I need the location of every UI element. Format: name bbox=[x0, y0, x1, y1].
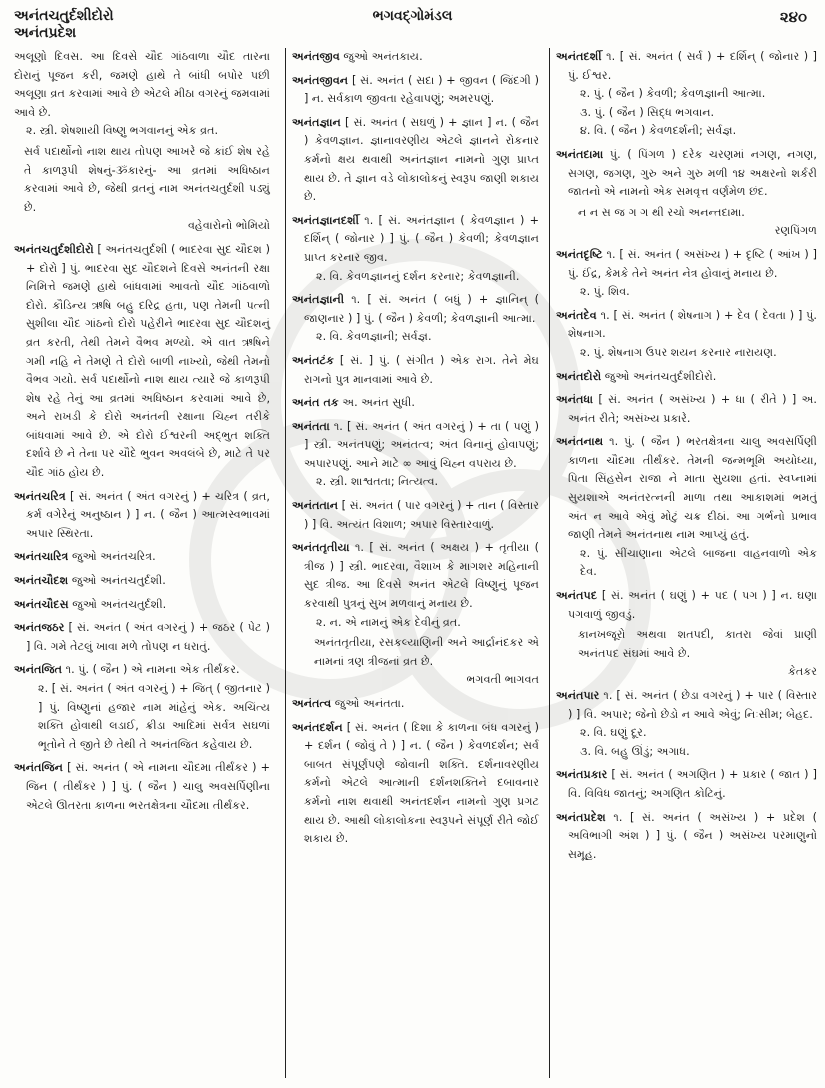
citation-quote: કાનખજૂરો અથવા શતપદી, કાતરા જેવાં પ્રાણી અનંતપદ સંઘમાં આવે છે. bbox=[578, 628, 817, 660]
sense-definition: ૨. ન. એ નામનું એક દેવીનું વ્રત. bbox=[316, 615, 461, 629]
dictionary-entry bbox=[14, 619, 270, 656]
definition-text: જુઓ અનંતકાય. bbox=[343, 50, 423, 63]
dictionary-title: ભગવદ્ગોમંડલ bbox=[372, 8, 453, 24]
definition-text: ૧. પું. ( જૈન ) ભરતક્ષેત્રના ચાલુ અવસર્પિણી કાળના ચૌદમા તીર્થંકર. તેમની જન્મભૂમિ અયોધ્યા, પિતા સિંહસેન રાજા ને માતા સુયશા હતાં. સ્વપ્નામાં સુયશાએ અનંતરત્નની માળા તથા આકાશમાં ભમતું અંત ન આવે એવું મોટું ચક્ર દીઠાં. આ ગર્ભનો પ્રભાવ જાણી તેમને અનંતનાથ નામ આપ્યું હતું. bbox=[568, 435, 817, 542]
column-2 bbox=[285, 48, 543, 1078]
dictionary-entry bbox=[14, 548, 270, 567]
sense-definition: ૨. સ્ત્રી. શાશ્વતતા; નિત્યત્વ. bbox=[316, 475, 439, 489]
headword: અનંતપદ bbox=[556, 589, 598, 603]
first-headword: અનંતચતુર્દશીદોરો bbox=[14, 8, 114, 24]
dictionary-entry bbox=[14, 488, 270, 544]
definition-text: [ સં. અનંત ( સદા ) + જીવન ( જિંદગી ) ] ન. સર્વકાળ જીવતા રહેવાપણું; અમરપણું. bbox=[304, 73, 540, 106]
dictionary-entry bbox=[556, 48, 817, 141]
headword: અનંતદામા bbox=[556, 147, 604, 161]
definition-text: [ સં. અનંત ( ઘણું ) + પદ ( પગ ) ] ન. ઘણા પગવાળું જીવડું. bbox=[568, 589, 817, 621]
sense-definition: ૨. [ સં. અનંત ( અંત વગરનું ) + જિત્ ( જીતનાર ) ] પું. વિષ્ણુનાં હજાર નામ માંહેનું એક. અચિંત્ય શક્તિ હોવાથી લડાઈ, ક્રીડા આદિમાં સર્વત્ર સઘળાં ભૂતોને તે જીતે છે તેથી તે અનંતજિત કહેવાય છે. bbox=[38, 682, 270, 751]
headword: અનંતજ્ઞાનદર્શી bbox=[292, 213, 359, 227]
page-number: ૨૪૦ bbox=[779, 8, 807, 26]
definition-text: [ અનંતચતુર્દશી ( ભાદરવા સુદ ચૌદશ ) + દોરો ] પું. ભાદરવા સુદ ચૌદશને દિવસે અનંતની રક્ષા નિમિત્તે જમણે હાથે બાંધવામાં આવતો ચૌદ ગાંઠવાળો દોરો. કૌડિન્ય ઋષિ બહુ દરિદ્ર હતા, પણ તેમની પત્ની સુશીલા ચૌદ ગાંઠનો દોરો પહેરીને ભાદરવા સુદ ચૌદશનું વ્રત કરતી, તેથી તેમને વૈભવ મળ્યો. એ વાત ઋષિને ગમી નહિ ને તેમણે તે દોરો બાળી નાખ્યો, જેથી તેમનો વૈભવ ગયો. સર્વ પદાર્થોનો નાશ થાય ત્યારે જે કાળરૂપી શેષ રહે તેનું આ વ્રતમાં અધિષ્ઠાન કરવામાં આવે છે, અને રાખડી કે દોરો અનંતની રક્ષાના ચિહ્ન તરીકે બાંધવામાં આવે છે. એ દોરો ઈશ્વરની અદ્ભુત શક્તિ દર્શાવે છે ને તેના પર ચૌદે ભુવન અવલંબે છે, માટે તે પર ચૌદ ગાંઠ હોય છે. bbox=[26, 242, 270, 480]
headword: અનંતદોરો bbox=[556, 369, 602, 383]
dictionary-entry bbox=[556, 433, 817, 582]
dictionary-entry bbox=[292, 291, 539, 347]
dictionary-entry bbox=[292, 114, 539, 207]
headword: અનંતટંક bbox=[292, 353, 334, 367]
dictionary-entry bbox=[292, 72, 539, 109]
definition-text: પું. ( પિંગળ ) દરેક ચરણમાં નગણ, નગણ, સગણ, જગણ, ગુરુ અને ગુરુ મળી ૧૪ અક્ષરનો શર્કરી જાતનો એ નામનો એક સમવૃત્ત વર્ણમેળ છંદ. bbox=[568, 147, 817, 199]
headword: અનંતજિન bbox=[14, 761, 64, 775]
citation-source: રણપિંગળ bbox=[774, 224, 817, 238]
dictionary-entry bbox=[292, 418, 539, 492]
dictionary-entry bbox=[292, 48, 539, 67]
dictionary-entry bbox=[14, 661, 270, 754]
definition-text: ૧. [ સં. અનંતજ્ઞાન ( કેવળજ્ઞાન ) + દર્શિન્ ( જોનાર ) ] પું. ( જૈન ) કેવળી; કેવળજ્ઞાન પ્રાપ્ત કરનાર જીવ. bbox=[304, 213, 540, 264]
headword: અનંતતા bbox=[292, 419, 330, 433]
headword: અનંતચારિત્ર bbox=[14, 550, 69, 564]
definition-text: ૧. પું. ( જૈન ) એ નામના એક તીર્થંકર. bbox=[65, 663, 240, 677]
definition-text: [ સં. અનંત ( અંત વગરનું ) + જઠર ( પેટ ) ] વિ. ગમે તેટલું ખાવા મળે તોપણ ન ધરાતું. bbox=[26, 621, 270, 653]
sense-definition: ૨. પું. શેષનાગ ઉપર શયન કરનાર નારાયણ. bbox=[580, 345, 777, 359]
dictionary-entry bbox=[292, 539, 539, 690]
citation-source: કેતકર bbox=[788, 665, 817, 679]
dictionary-entry bbox=[292, 497, 539, 534]
headword: અનંતપ્રકાર bbox=[556, 768, 608, 782]
headword: અનંતચતુર્દશીદોરો bbox=[14, 242, 94, 256]
dictionary-entry bbox=[14, 241, 270, 483]
definition-text: [ સં. ] પું. ( સંગીત ) એક રાગ. તેને મેઘ રાગનો પુત્ર માનવામાં આવે છે. bbox=[304, 353, 539, 386]
last-headword: અનંતપ્રદેશ bbox=[14, 25, 77, 41]
definition-text: [ સં. અનંત ( અગણિત ) + પ્રકાર ( જાત ) ] વિ. વિવિધ જાતનું; અગણિત કોટિનું. bbox=[568, 768, 817, 800]
definition-text: જુઓ અનંતતા. bbox=[334, 697, 405, 710]
dictionary-entry bbox=[556, 687, 817, 761]
dictionary-entry bbox=[292, 394, 539, 413]
dictionary-entry bbox=[556, 766, 817, 803]
dictionary-columns bbox=[0, 48, 825, 1088]
sense-definition: ૨. સ્ત્રી. શેષશાયી વિષ્ણુ ભગવાનનું એક વ્રત. bbox=[26, 124, 219, 138]
definition-text: [ સં. અનંત ( દિશા કે કાળના બંધ વગરનું ) + દર્શન ( જોવું તે ) ] ન. ( જૈન ) કેવળદર્શન; સર્વ બાબત સંપૂર્ણપણે જોવાની શક્તિ. દર્શનાવરણીય કર્મનો એટલે આત્માની દર્શનશક્તિને દબાવનાર કર્મનો નાશ થવાથી અનંતદર્શન નામનો ગુણ પ્રગટ થાય છે. આથી લોકાલોકના સ્વરૂપને સંપૂર્ણ રીતે જોઈ શકાય છે. bbox=[304, 720, 539, 846]
definition-text: ૧. [ સં. અનંત ( અંત વગરનું ) + તા ( પણું ) ] સ્ત્રી. અનંતપણું; અનંતત્વ; અંત વિનાનું હોવાપણું; અપારપણું. આને માટે ∞ આવું ચિહ્ન વપરાય છે. bbox=[304, 419, 539, 470]
dictionary-entry bbox=[292, 719, 539, 849]
column-1 bbox=[14, 48, 276, 1078]
citation-quote: ન ન સ જ ગ ગ થી રચો અનન્તદામા. bbox=[578, 205, 745, 219]
headword: અનંતચૌદશ bbox=[14, 574, 69, 588]
headword: અનંતચરિત્ર bbox=[14, 489, 66, 503]
definition-text: [ સં. અનંત ( અસંખ્ય ) + ધા ( રીતે ) ] અ. અનંત રીતે; અસંખ્ય પ્રકારે. bbox=[568, 393, 817, 425]
definition-text: [ સં. અનંત ( એ નામના ચૌદમા તીર્થંકર ) + જિન ( તીર્થંકર ) ] પું. ( જૈન ) ચાલુ અવસર્પિણીના એટલે ઊતરતા કાળના ભરતક્ષેત્રના ચૌદમા તીર્થંકર. bbox=[26, 761, 270, 812]
definition-text: ૧. [ સં. અનંત ( અક્ષય ) + તૃતીયા ( ત્રીજ ) ] સ્ત્રી. ભાદરવા, વૈશાખ કે માગશર મહિનાની સુદ ત્રીજ. આ દિવસે અનંત એટલે વિષ્ણુનું પૂજન કરવાથી પુત્રનું સુખ મળવાનું મનાય છે. bbox=[304, 541, 540, 611]
dictionary-entry bbox=[14, 759, 270, 815]
headword: અનંતદર્શી bbox=[556, 50, 602, 63]
sense-definition: ૨. પું. શિવ. bbox=[580, 285, 630, 299]
headword: અનંતજીવ bbox=[292, 50, 340, 63]
definition-text: [ સં. અનંત ( અંત વગરનું ) + ચરિત્ર ( વ્રત, કર્મ વગેરેનું અનુષ્ઠાન ) ] ન. ( જૈન ) આત્મસ્વભાવમાં અપાર સ્થિરતા. bbox=[26, 489, 270, 540]
headword: અનંતજ્ઞાન bbox=[292, 115, 341, 129]
headword: અનંત તક bbox=[292, 396, 339, 410]
citation-quote: અનંતતૃતીયા, રસકલ્યાણિની અને આર્દ્રાનંદકર એ નામનાં ત્રણ ત્રીજનાં વ્રત છે. bbox=[314, 636, 539, 668]
definition-text: અલૂણો દિવસ. આ દિવસે ચૌદ ગાંઠવાળા ચૌદ તારના દોરાનું પૂજન કરી, જમણે હાથે તે બાંધી બપોર પછી અલૂણા વ્રત કરવામાં આવે છે એટલે મીઠા વગરનું જમવામાં આવે છે. bbox=[14, 50, 270, 119]
definition-text: જુઓ અનંતચતુર્દશી. bbox=[71, 574, 166, 588]
definition-text: જુઓ અનંતચતુર્દશી. bbox=[72, 597, 167, 611]
definition-text: અ. અનંત સુધી. bbox=[342, 396, 415, 410]
sense-definition: ૨. વિ. ઘણું દૂર. bbox=[580, 726, 647, 740]
definition-text: ૧. [ સં. અનંત ( અસંખ્ય ) + દૃષ્ટિ ( આંખ ) ] પું. ઈંદ્ર, કેમકે તેને અનંત નેત્ર હોવાનું મનાય છે. bbox=[568, 247, 817, 280]
sense-definition: ૨. વિ. કેવળજ્ઞાનનું દર્શન કરનાર; કેવળજ્ઞાની. bbox=[316, 269, 520, 283]
headword: અનંતપ્રદેશ bbox=[556, 810, 606, 824]
citation-quote: સર્વ પદાર્થોનો નાશ થાય તોપણ આખરે જે કાંઈ શેષ રહે તે કાળરૂપી શેષનું-ૐકારનું- આ વ્રતમાં અધિષ્ઠાન કરવામાં આવે છે, જેથી વ્રતનું નામ અનંતચતુર્દશી પડ્યું છે. bbox=[24, 144, 270, 214]
dictionary-entry bbox=[14, 48, 270, 236]
sense-definition: ૨. વિ. કેવળજ્ઞાની; સર્વજ્ઞ. bbox=[316, 330, 432, 344]
definition-text: જુઓ અનંતચતુર્દશીદોરો. bbox=[604, 369, 717, 383]
headword: અનંતનાથ bbox=[556, 435, 604, 449]
headword: અનંતધા bbox=[556, 393, 594, 407]
headword: અનંતપાર bbox=[556, 689, 600, 702]
definition-text: [ સં. અનંત ( સઘળું ) + જ્ઞાન ] ન. ( જૈન ) કેવળજ્ઞાન. જ્ઞાનાવરણીય એટલે જ્ઞાનને રોકનાર કર્મનો ક્ષય થવાથી અનંતજ્ઞાન નામનો ગુણ પ્રાપ્ત થાય છે. તે જ્ઞાન વડે લોકાલોકનું સ્વરૂપ જાણી શકાય છે. bbox=[304, 115, 539, 204]
headword: અનંતદૃષ્ટિ bbox=[556, 247, 603, 261]
dictionary-entry bbox=[556, 368, 817, 387]
dictionary-entry bbox=[556, 307, 817, 363]
headword: અનંતચૌદસ bbox=[14, 597, 69, 611]
headword: અનંતજ્ઞાની bbox=[292, 293, 345, 307]
sense-definition: ૪. વિ. ( જૈન ) કેવળદર્શની; સર્વજ્ઞ. bbox=[580, 124, 737, 138]
dictionary-entry bbox=[556, 809, 817, 865]
dictionary-entry bbox=[556, 246, 817, 302]
dictionary-entry bbox=[556, 587, 817, 682]
headword: અનંતજીવન bbox=[292, 73, 349, 87]
definition-text: જુઓ અનંતચરિત્ર. bbox=[72, 550, 156, 564]
dictionary-entry bbox=[556, 391, 817, 428]
sense-definition: ૨. પું. ( જૈન ) કેવળી; કેવળજ્ઞાની આત્મા. bbox=[580, 87, 766, 101]
headword: અનંતત્વ bbox=[292, 697, 332, 710]
headword: અનંતતૃતીયા bbox=[292, 541, 350, 555]
dictionary-entry bbox=[556, 146, 817, 241]
citation-source: ભગવતી ભાગવત bbox=[466, 673, 539, 687]
dictionary-entry bbox=[292, 695, 539, 714]
headword: અનંતતાન bbox=[292, 499, 339, 513]
definition-text: ૧. [ સં. અનંત ( સર્વ ) + દર્શિન્ ( જોનાર ) ] પું. ઈશ્વર. bbox=[568, 50, 817, 82]
citation-source: વહેવારોનો ભોમિયો bbox=[187, 219, 270, 233]
dictionary-entry bbox=[292, 352, 539, 389]
headword: અનંતદેવ bbox=[556, 308, 597, 322]
headword: અનંતદર્શન bbox=[292, 720, 343, 734]
definition-text: ૧. [ સં. અનંત ( શેષનાગ ) + દેવ ( દેવતા ) ] પું. શેષનાગ. bbox=[568, 308, 817, 341]
definition-text: ૧. [ સં. અનંત ( છેડા વગરનું ) + પાર ( વિસ્તાર ) ] વિ. અપાર; જેનો છેડો ન આવે એવું; નિઃસીમ; બેહદ. bbox=[568, 689, 817, 721]
page-header bbox=[0, 0, 825, 48]
definition-text: [ સં. અનંત ( પાર વગરનું ) + તાન ( વિસ્તાર ) ] વિ. અત્યંત વિશાળ; અપાર વિસ્તારવાળું. bbox=[304, 499, 539, 531]
definition-text: ૧. [ સં. અનંત ( અસંખ્ય ) + પ્રદેશ ( અવિભાગી અંશ ) ] પું. ( જૈન ) અસંખ્ય પરમાણુનો સમૂહ. bbox=[568, 810, 817, 861]
sense-definition: ૩. વિ. બહુ ઊંડું; અગાધ. bbox=[580, 744, 690, 758]
dictionary-entry bbox=[14, 572, 270, 591]
headword: અનંતજિત bbox=[14, 663, 63, 677]
column-3 bbox=[549, 48, 817, 1078]
definition-text: ૧. [ સં. અનંત ( બધું ) + જ્ઞાનિન્ ( જાણનાર ) ] પું. ( જૈન ) કેવળી; કેવળજ્ઞાની આત્મા. bbox=[304, 293, 540, 325]
dictionary-entry bbox=[292, 212, 539, 286]
sense-definition: ૩. પું. ( જૈન ) સિદ્ધ ભગવાન. bbox=[580, 105, 715, 119]
dictionary-entry bbox=[14, 596, 270, 615]
sense-definition: ૨. પું. સીંચાણાના એટલે બાજના વાહનવાળો એક દેવ. bbox=[580, 546, 817, 579]
headword: અનંતજઠર bbox=[14, 621, 65, 635]
